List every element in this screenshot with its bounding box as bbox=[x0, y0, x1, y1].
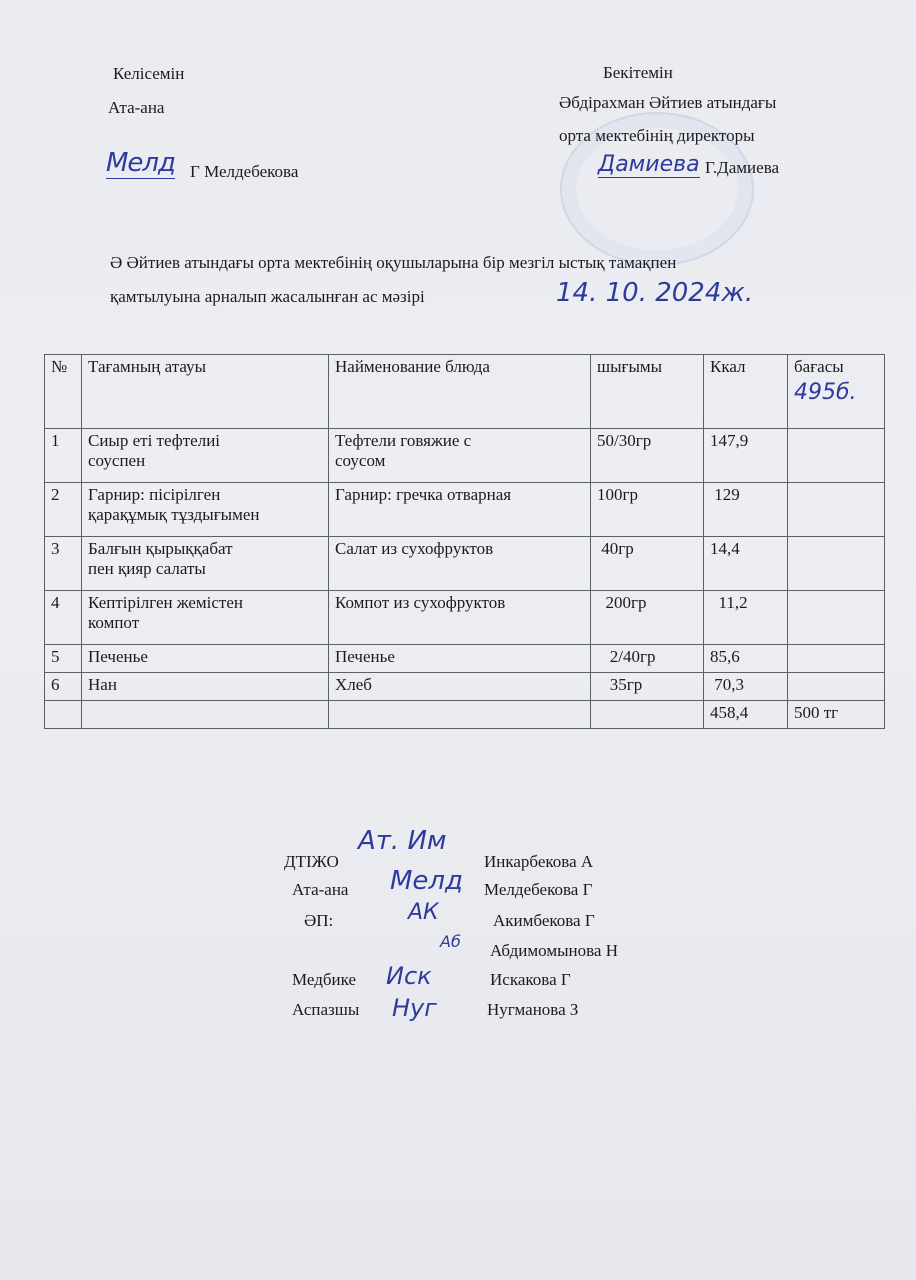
sig-role-1: ДТІЖО bbox=[284, 852, 339, 871]
table-row bbox=[45, 645, 885, 673]
right-signature: Дамиева bbox=[598, 152, 700, 177]
row-kcal: 85,6 bbox=[704, 645, 788, 673]
sig-scribble-5: Иск bbox=[386, 962, 432, 990]
total-kcal: 458,4 bbox=[704, 701, 788, 729]
right-block-line1: Әбдірахман Әйтиев атындағы bbox=[559, 93, 777, 112]
header-yield: шығымы bbox=[591, 355, 704, 429]
row-price bbox=[788, 483, 885, 537]
row-kz-name: Балғын қырыққабат пен қияр салаты bbox=[82, 537, 329, 591]
row-kcal: 14,4 bbox=[704, 537, 788, 591]
sig-scribble-3: АК bbox=[408, 900, 439, 925]
row-price bbox=[788, 591, 885, 645]
heading-line1: Ә Әйтиев атындағы орта мектебінің оқушыларына бір мезгіл ыстық тамақпен bbox=[110, 253, 677, 272]
right-block-title: Бекітемін bbox=[603, 63, 673, 82]
sig-name-2: Мелдебекова Г bbox=[484, 880, 593, 899]
handwritten-price: 495б. bbox=[794, 380, 857, 405]
sig-scribble-6: Нуг bbox=[392, 994, 437, 1022]
row-kz-name: Печенье bbox=[82, 645, 329, 673]
right-block-signer: Г.Дамиева bbox=[705, 158, 780, 177]
row-num: 4 bbox=[45, 591, 82, 645]
total-row bbox=[45, 701, 885, 729]
row-kcal: 11,2 bbox=[704, 591, 788, 645]
row-kcal: 147,9 bbox=[704, 429, 788, 483]
row-kz-name: Нан bbox=[82, 673, 329, 701]
row-yield: 40гр bbox=[591, 537, 704, 591]
row-yield: 200гр bbox=[591, 591, 704, 645]
row-ru-name: Гарнир: гречка отварная bbox=[329, 483, 591, 537]
table-row bbox=[45, 591, 885, 645]
table-row bbox=[45, 537, 885, 591]
sig-scribble-4: Аб bbox=[440, 932, 461, 951]
row-num: 5 bbox=[45, 645, 82, 673]
row-yield: 50/30гр bbox=[591, 429, 704, 483]
row-kz-name: Гарнир: пісірілген қарақұмық тұздығымен bbox=[82, 483, 329, 537]
header-price bbox=[788, 355, 885, 429]
row-kcal: 70,3 bbox=[704, 673, 788, 701]
sig-scribble-2: Мелд bbox=[390, 866, 464, 896]
row-price bbox=[788, 645, 885, 673]
row-ru-name: Салат из сухофруктов bbox=[329, 537, 591, 591]
right-block-line2: орта мектебінің директоры bbox=[559, 126, 755, 145]
row-price bbox=[788, 429, 885, 483]
table-header-row bbox=[45, 355, 885, 429]
table-row bbox=[45, 483, 885, 537]
table-row bbox=[45, 429, 885, 483]
row-ru-name: Компот из сухофруктов bbox=[329, 591, 591, 645]
row-yield: 2/40гр bbox=[591, 645, 704, 673]
sig-role-6: Аспазшы bbox=[292, 1000, 360, 1019]
left-block-title: Келісемін bbox=[113, 64, 185, 83]
header-num: № bbox=[45, 355, 82, 429]
row-num: 6 bbox=[45, 673, 82, 701]
heading-line2: қамтылуына арналып жасалынған ас мәзірі bbox=[110, 287, 425, 306]
sig-name-1: Инкарбекова А bbox=[484, 852, 594, 871]
sig-scribble-1: Ат. Им bbox=[358, 826, 447, 856]
header-price-label: бағасы bbox=[794, 357, 844, 376]
row-ru-name: Хлеб bbox=[329, 673, 591, 701]
menu-table bbox=[44, 354, 885, 729]
row-num: 3 bbox=[45, 537, 82, 591]
row-price bbox=[788, 673, 885, 701]
row-ru-name: Тефтели говяжие с соусом bbox=[329, 429, 591, 483]
row-kcal: 129 bbox=[704, 483, 788, 537]
row-ru-name: Печенье bbox=[329, 645, 591, 673]
row-kz-name: Сиыр еті тефтелиі соуспен bbox=[82, 429, 329, 483]
sig-role-5: Медбике bbox=[292, 970, 356, 989]
row-kz-name: Кептірілген жемістен компот bbox=[82, 591, 329, 645]
row-num: 2 bbox=[45, 483, 82, 537]
row-num: 1 bbox=[45, 429, 82, 483]
total-price: 500 тг bbox=[788, 701, 885, 729]
row-yield: 35гр bbox=[591, 673, 704, 701]
row-yield: 100гр bbox=[591, 483, 704, 537]
sig-name-5: Искакова Г bbox=[490, 970, 571, 989]
header-kcal: Ккал bbox=[704, 355, 788, 429]
table-row bbox=[45, 673, 885, 701]
sig-name-6: Нугманова З bbox=[487, 1000, 579, 1019]
sig-role-3: ӘП: bbox=[304, 911, 334, 930]
sig-name-4: Абдимомынова Н bbox=[490, 941, 618, 960]
sig-role-2: Ата-ана bbox=[292, 880, 349, 899]
handwritten-date: 14. 10. 2024ж. bbox=[556, 278, 754, 308]
row-price bbox=[788, 537, 885, 591]
header-ru-name: Найменование блюда bbox=[329, 355, 591, 429]
left-signature: Мелд bbox=[106, 148, 176, 178]
left-block-signer: Г Мелдебекова bbox=[190, 162, 299, 181]
left-block-role: Ата-ана bbox=[108, 98, 165, 117]
header-kz-name: Тағамның атауы bbox=[82, 355, 329, 429]
sig-name-3: Акимбекова Г bbox=[493, 911, 595, 930]
